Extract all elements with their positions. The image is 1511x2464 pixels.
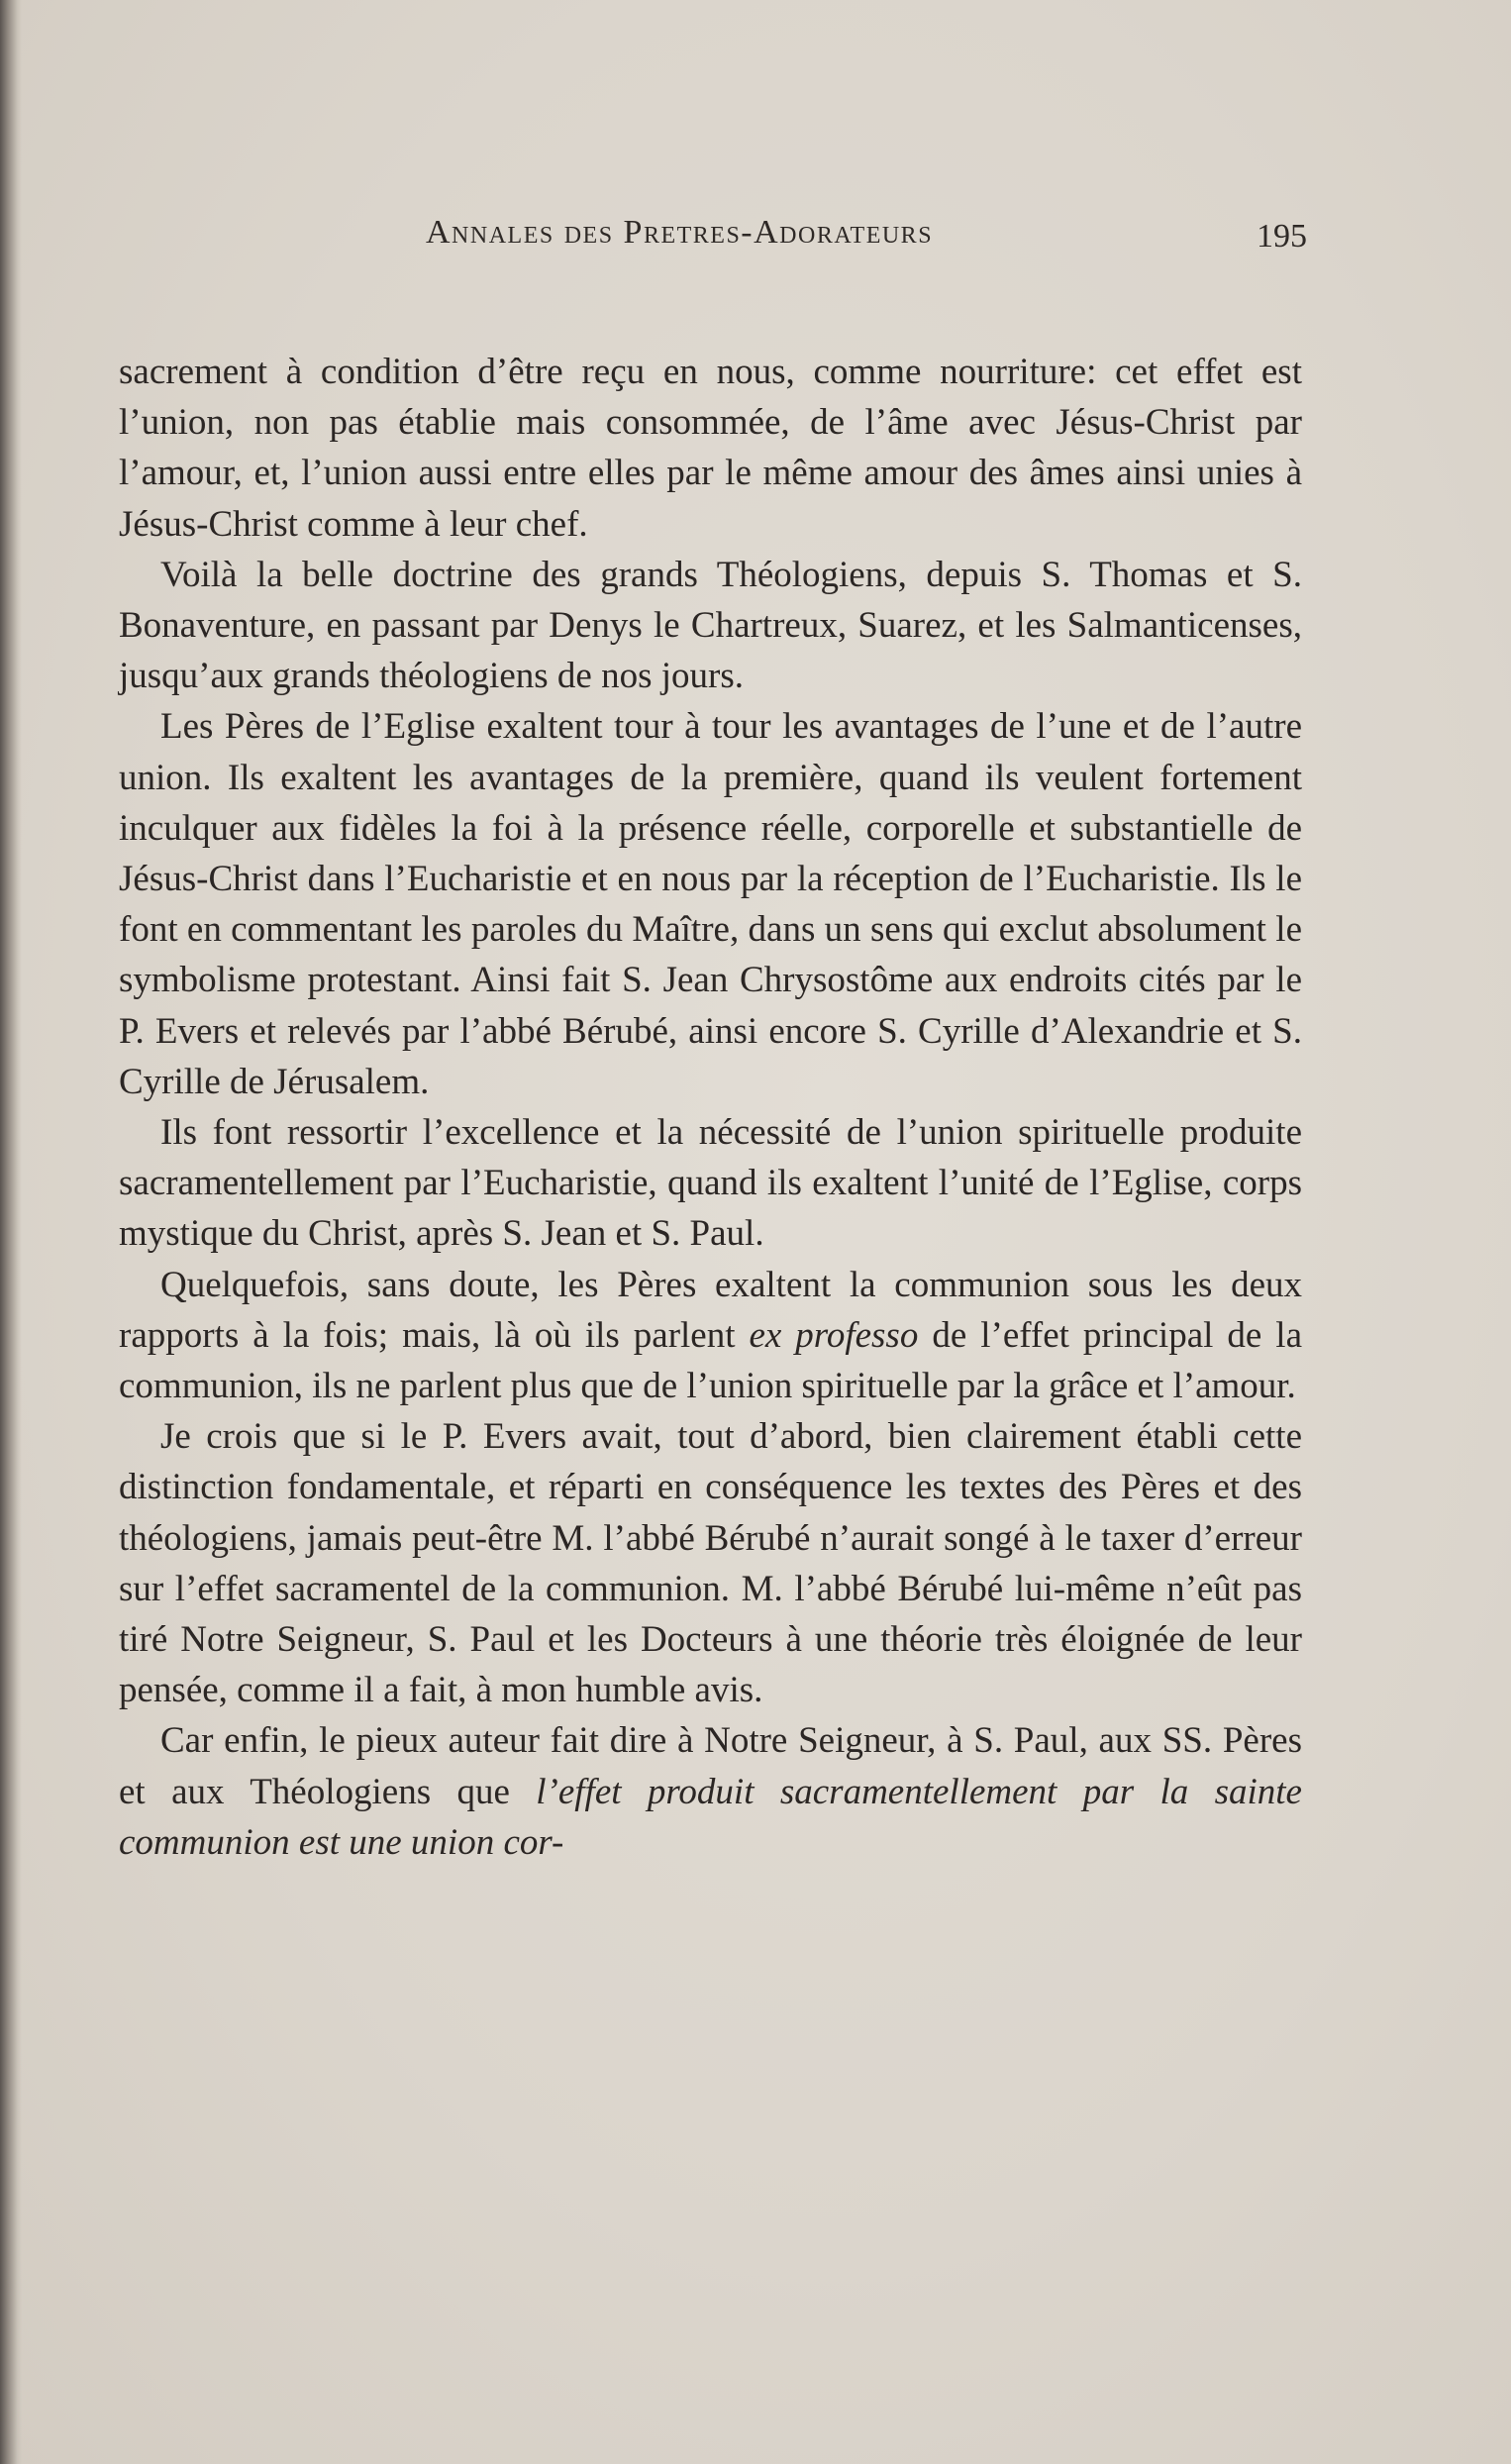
paragraph-1: sacrement à condition d’être reçu en nous, comme nourriture: cet effet est l’union, non pas établie mais consommée, de l’âme avec Jésus-Christ par l’amour, et, l’union aussi entre elles par le même amour des âmes ainsi unies à Jésus-Christ comme à leur chef. xyxy=(119,352,1302,545)
book-spine-shadow xyxy=(0,0,22,2464)
paragraph-5-text-start: Quelquefois, sans doute, les Pères exaltent la communion sous les deux rapports à la fois; mais, là où ils parlent xyxy=(119,1264,1302,1356)
paragraph-7 xyxy=(119,1715,1302,1868)
paragraph-5-text-end: de l’effet principal de la communion, ils ne parlent plus que de l’union spirituelle par la grâce et l’amour. xyxy=(119,1314,1302,1407)
paragraph-5-italic: ex professo xyxy=(749,1314,919,1356)
paragraph-2: Voilà la belle doctrine des grands Théologiens, depuis S. Thomas et S. Bonaventure, en passant par Denys le Chartreux, Suarez, et les Salmanticenses, jusqu’aux grands théologiens de nos jours. xyxy=(119,554,1302,697)
running-title: Annales des Pretres-Adorateurs xyxy=(426,214,934,251)
paragraph-5 xyxy=(119,1260,1302,1412)
page-number: 195 xyxy=(1257,218,1307,255)
paragraph-7-text-start: Car enfin, le pieux auteur fait dire à Notre Seigneur, à S. Paul, aux SS. Pères et aux Théologiens que xyxy=(119,1720,1302,1812)
paragraph-4: Ils font ressortir l’excellence et la nécessité de l’union spirituelle produite sacramentellement par l’Eucharistie, quand ils exaltent l’unité de l’Eglise, corps mystique du Christ, après S. Jean et S. Paul. xyxy=(119,1112,1302,1255)
paragraph-7-italic: l’effet produit sacramentellement par la sainte communion est une union cor- xyxy=(119,1771,1302,1863)
paragraph-3: Les Pères de l’Eglise exaltent tour à tour les avantages de l’une et de l’autre union. Ils exaltent les avantages de la première, quand ils veulent fortement inculquer aux fidèles la foi à la présence réelle, corporelle et substantielle de Jésus-Christ dans l’Eucharistie et en nous par la réception de l’Eucharistie. Ils le font en commentant les paroles du Maître, dans un sens qui exclut absolument le symbolisme protestant. Ainsi fait S. Jean Chrysostôme aux endroits cités par le P. Evers et relevés par l’abbé Bérubé, ainsi encore S. Cyrille d’Alexandrie et S. Cyrille de Jérusalem. xyxy=(119,706,1302,1102)
paragraph-6: Je crois que si le P. Evers avait, tout d’abord, bien clairement établi cette distinction fondamentale, et réparti en conséquence les textes des Pères et des théologiens, jamais peut-être M. l’abbé Bérubé n’aurait songé à le taxer d’erreur sur l’effet sacramentel de la communion. M. l’abbé Bérubé lui-même n’eût pas tiré Notre Seigneur, S. Paul et les Docteurs à une théorie très éloignée de leur pensée, comme il a fait, à mon humble avis. xyxy=(119,1416,1302,1711)
body-text xyxy=(119,347,1302,1868)
page-header xyxy=(119,214,1307,263)
